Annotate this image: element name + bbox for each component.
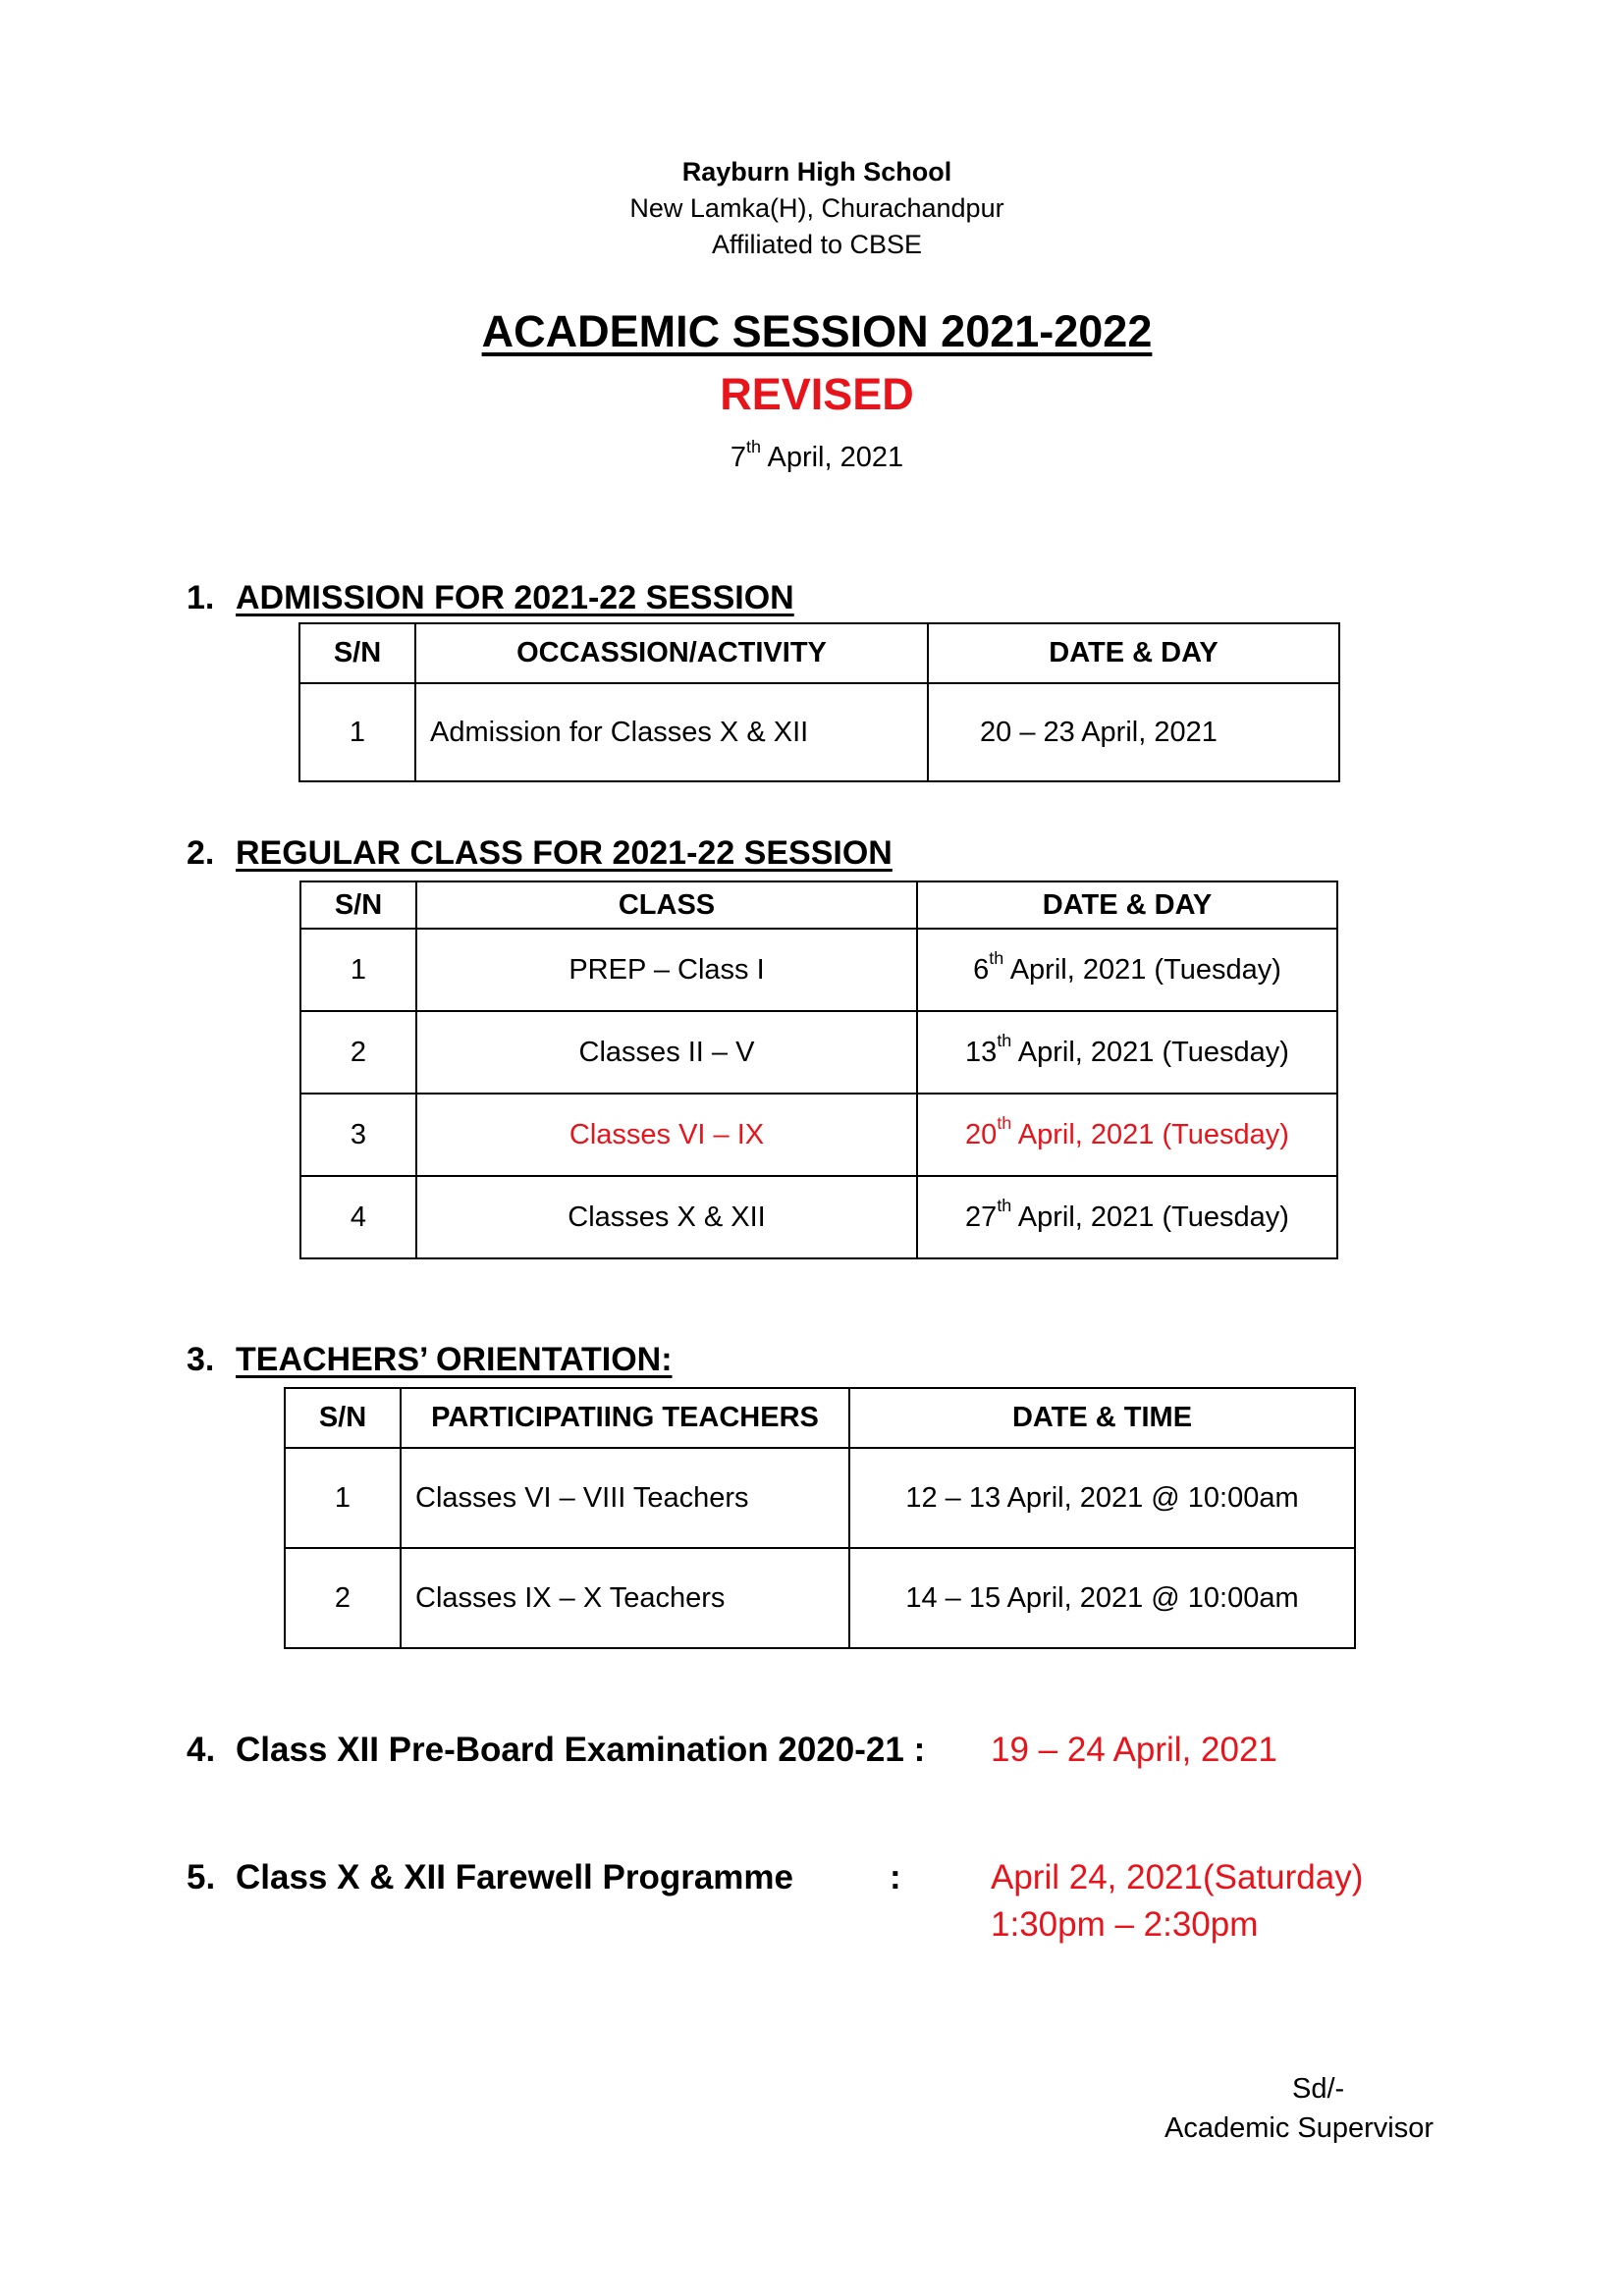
cell-sn: 1 (285, 1448, 401, 1548)
cell-date: 20 – 23 April, 2021 (928, 683, 1339, 781)
table-row (300, 1176, 1337, 1258)
signature-title: Academic Supervisor (1164, 2112, 1434, 2144)
col-header-teachers: PARTICIPATIING TEACHERS (401, 1388, 849, 1448)
cell-sn: 4 (300, 1176, 416, 1258)
cell-date-highlighted: 20th April, 2021 (Tuesday) (917, 1094, 1337, 1176)
document-date: 7th April, 2021 (730, 436, 904, 473)
cell-class: Classes X & XII (416, 1176, 917, 1258)
admission-table (298, 622, 1340, 782)
teachers-orientation-table (284, 1387, 1356, 1649)
section-5-colon: : (890, 1858, 901, 1896)
section-4-label: 4. Class XII Pre-Board Examination 2020-21 : (187, 1731, 926, 1769)
table-row (300, 1011, 1337, 1094)
school-affiliation: Affiliated to CBSE (711, 230, 923, 259)
cell-teachers: Classes IX – X Teachers (401, 1548, 849, 1648)
table-row (300, 929, 1337, 1011)
school-name: Rayburn High School (681, 157, 952, 187)
col-header-time: DATE & TIME (849, 1388, 1355, 1448)
cell-sn: 3 (300, 1094, 416, 1176)
cell-class-highlighted: Classes VI – IX (416, 1094, 917, 1176)
revised-label: REVISED (720, 369, 914, 419)
school-address: New Lamka(H), Churachandpur (629, 193, 1004, 223)
section-5-label: 5. Class X & XII Farewell Programme (187, 1858, 794, 1896)
col-header-sn: S/N (285, 1388, 401, 1448)
cell-sn: 2 (285, 1548, 401, 1648)
col-header-sn: S/N (300, 881, 416, 929)
document-title: ACADEMIC SESSION 2021-2022 (481, 306, 1153, 356)
cell-class: Classes II – V (416, 1011, 917, 1094)
section-4-value: 19 – 24 April, 2021 (991, 1731, 1277, 1769)
cell-sn: 1 (300, 929, 416, 1011)
col-header-date: DATE & DAY (917, 881, 1337, 929)
col-header-date: DATE & DAY (928, 623, 1339, 683)
section-1-heading: 1. ADMISSION FOR 2021-22 SESSION (187, 579, 794, 616)
col-header-activity: OCCASSION/ACTIVITY (415, 623, 928, 683)
signature-mark: Sd/- (1292, 2073, 1345, 2105)
regular-class-table (299, 881, 1338, 1259)
table-row (300, 1094, 1337, 1176)
cell-activity: Admission for Classes X & XII (415, 683, 928, 781)
cell-time: 12 – 13 April, 2021 @ 10:00am (849, 1448, 1355, 1548)
table-row (285, 1548, 1355, 1648)
cell-date: 6th April, 2021 (Tuesday) (917, 929, 1337, 1011)
cell-class: PREP – Class I (416, 929, 917, 1011)
section-5-value-date: April 24, 2021(Saturday) (991, 1858, 1364, 1896)
col-header-class: CLASS (416, 881, 917, 929)
section-3-heading: 3. TEACHERS’ ORIENTATION: (187, 1341, 673, 1378)
cell-sn: 1 (299, 683, 415, 781)
section-2-heading: 2. REGULAR CLASS FOR 2021-22 SESSION (187, 834, 893, 872)
cell-time: 14 – 15 April, 2021 @ 10:00am (849, 1548, 1355, 1648)
cell-date: 27th April, 2021 (Tuesday) (917, 1176, 1337, 1258)
section-5-value-time: 1:30pm – 2:30pm (991, 1905, 1259, 1944)
cell-teachers: Classes VI – VIII Teachers (401, 1448, 849, 1548)
table-row (299, 683, 1339, 781)
cell-sn: 2 (300, 1011, 416, 1094)
col-header-sn: S/N (299, 623, 415, 683)
cell-date: 13th April, 2021 (Tuesday) (917, 1011, 1337, 1094)
table-row (285, 1448, 1355, 1548)
